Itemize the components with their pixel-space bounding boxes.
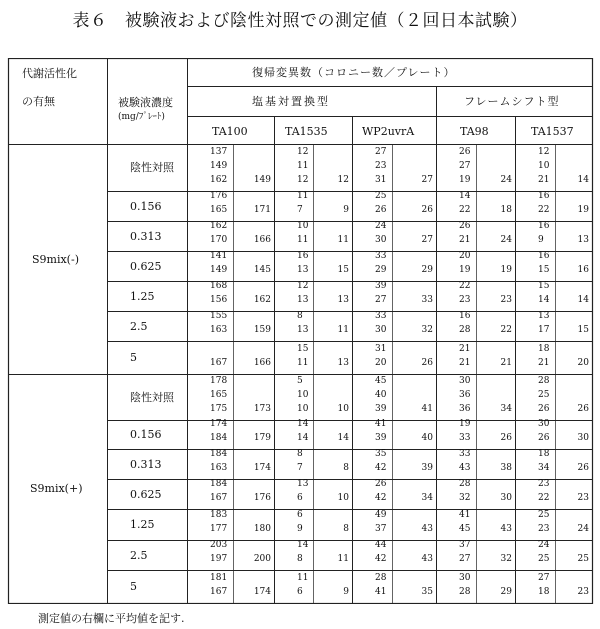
mean-value: 23 xyxy=(577,493,589,503)
plate-count: 10 xyxy=(297,404,309,414)
plate-count: 21 xyxy=(538,358,550,368)
plate-count: 174 xyxy=(210,419,228,429)
plate-count: 162 xyxy=(210,221,228,231)
plate-count: 22 xyxy=(459,281,471,291)
plate-count: 15 xyxy=(538,265,550,275)
plate-count: 30 xyxy=(538,419,550,429)
plate-count: 162 xyxy=(210,175,228,185)
dose-label: 0.313 xyxy=(130,458,162,471)
plate-count: 30 xyxy=(459,376,471,386)
plate-count: 42 xyxy=(375,493,387,503)
mean-value: 10 xyxy=(337,493,349,503)
dose-label: 5 xyxy=(130,351,137,364)
plate-count: 42 xyxy=(375,554,387,564)
mean-value: 35 xyxy=(421,587,433,597)
group-label-s9-plus: S9mix(+) xyxy=(30,482,83,495)
dose-label: 0.156 xyxy=(130,200,162,213)
mean-value: 166 xyxy=(253,235,271,245)
plate-count: 27 xyxy=(538,573,550,583)
plate-count: 165 xyxy=(210,205,228,215)
plate-count: 33 xyxy=(375,311,387,321)
activation-header-line2: の有無 xyxy=(22,95,55,108)
mean-value: 24 xyxy=(577,524,589,534)
plate-count: 49 xyxy=(375,510,387,520)
plate-count: 26 xyxy=(459,221,471,231)
plate-count: 13 xyxy=(297,479,309,489)
plate-count: 18 xyxy=(538,587,550,597)
mean-value: 43 xyxy=(421,554,433,564)
plate-count: 11 xyxy=(297,573,309,583)
mean-value: 26 xyxy=(577,404,589,414)
mean-value: 14 xyxy=(577,295,589,305)
mean-value: 19 xyxy=(577,205,589,215)
plate-count: 26 xyxy=(538,433,550,443)
plate-count: 10 xyxy=(297,390,309,400)
mean-value: 180 xyxy=(253,524,271,534)
plate-count: 167 xyxy=(210,358,228,368)
table-title: 表６ 被験液および陰性対照での測定値（２回日本試験） xyxy=(72,11,528,31)
plate-count: 167 xyxy=(210,493,228,503)
plate-count: 31 xyxy=(375,175,387,185)
plate-count: 184 xyxy=(210,449,228,459)
mean-value: 29 xyxy=(421,265,433,275)
plate-count: 21 xyxy=(459,344,471,354)
dose-label: 陰性対照 xyxy=(130,391,174,404)
mean-value: 12 xyxy=(337,175,349,185)
plate-count: 7 xyxy=(297,205,303,215)
mean-value: 8 xyxy=(343,524,349,534)
plate-count: 26 xyxy=(538,404,550,414)
mean-value: 43 xyxy=(421,524,433,534)
plate-count: 41 xyxy=(375,587,387,597)
plate-count: 165 xyxy=(210,390,228,400)
dose-label: 0.156 xyxy=(130,428,162,441)
strain-header-ta1535: TA1535 xyxy=(285,125,328,138)
plate-count: 37 xyxy=(375,524,387,534)
dose-label: 0.313 xyxy=(130,230,162,243)
plate-count: 168 xyxy=(210,281,228,291)
plate-count: 21 xyxy=(459,358,471,368)
plate-count: 39 xyxy=(375,404,387,414)
plate-count: 175 xyxy=(210,404,228,414)
base-pair-header: 塩基対置換型 xyxy=(252,95,330,108)
plate-count: 141 xyxy=(210,251,228,261)
mean-value: 32 xyxy=(500,554,512,564)
plate-count: 183 xyxy=(210,510,228,520)
plate-count: 45 xyxy=(375,376,387,386)
plate-count: 18 xyxy=(538,344,550,354)
mean-value: 38 xyxy=(500,463,512,473)
mean-value: 27 xyxy=(421,175,433,185)
mean-value: 27 xyxy=(421,235,433,245)
mean-value: 13 xyxy=(337,358,349,368)
plate-count: 14 xyxy=(459,191,471,201)
mean-value: 43 xyxy=(500,524,512,534)
plate-count: 15 xyxy=(297,344,309,354)
plate-count: 9 xyxy=(538,235,544,245)
plate-count: 7 xyxy=(297,463,303,473)
plate-count: 22 xyxy=(459,205,471,215)
mean-value: 13 xyxy=(337,295,349,305)
dose-label: 2.5 xyxy=(130,320,148,333)
plate-count: 155 xyxy=(210,311,228,321)
plate-count: 21 xyxy=(459,235,471,245)
plate-count: 163 xyxy=(210,325,228,335)
mean-value: 14 xyxy=(337,433,349,443)
plate-count: 156 xyxy=(210,295,228,305)
plate-count: 12 xyxy=(297,147,309,157)
mean-value: 23 xyxy=(500,295,512,305)
plate-count: 41 xyxy=(375,419,387,429)
plate-count: 14 xyxy=(538,295,550,305)
mean-value: 179 xyxy=(253,433,271,443)
plate-count: 14 xyxy=(297,433,309,443)
plate-count: 5 xyxy=(297,376,303,386)
mean-value: 149 xyxy=(253,175,271,185)
mean-value: 30 xyxy=(500,493,512,503)
mean-value: 11 xyxy=(337,325,349,335)
plate-count: 149 xyxy=(210,161,228,171)
plate-count: 11 xyxy=(297,191,309,201)
plate-count: 30 xyxy=(375,235,387,245)
plate-count: 17 xyxy=(538,325,550,335)
plate-count: 149 xyxy=(210,265,228,275)
plate-count: 13 xyxy=(297,325,309,335)
plate-count: 33 xyxy=(375,251,387,261)
mean-value: 162 xyxy=(253,295,271,305)
concentration-unit: (mg/ﾌﾟﾚｰﾄ) xyxy=(118,112,165,122)
plate-count: 10 xyxy=(538,161,550,171)
plate-count: 25 xyxy=(538,390,550,400)
mean-value: 8 xyxy=(343,463,349,473)
plate-count: 36 xyxy=(459,390,471,400)
mean-value: 145 xyxy=(253,265,271,275)
plate-count: 42 xyxy=(375,463,387,473)
group-label-s9-minus: S9mix(-) xyxy=(32,253,79,266)
plate-count: 167 xyxy=(210,587,228,597)
concentration-header: 被験液濃度 xyxy=(118,96,173,109)
strain-header-ta1537: TA1537 xyxy=(531,125,574,138)
plate-count: 41 xyxy=(459,510,471,520)
mean-value: 26 xyxy=(577,463,589,473)
plate-count: 16 xyxy=(538,251,550,261)
mean-value: 22 xyxy=(500,325,512,335)
plate-count: 25 xyxy=(538,554,550,564)
plate-count: 170 xyxy=(210,235,228,245)
plate-count: 25 xyxy=(538,510,550,520)
mean-value: 26 xyxy=(421,205,433,215)
plate-count: 20 xyxy=(375,358,387,368)
plate-count: 16 xyxy=(538,191,550,201)
mean-value: 33 xyxy=(421,295,433,305)
plate-count: 11 xyxy=(297,161,309,171)
plate-count: 43 xyxy=(459,463,471,473)
plate-count: 40 xyxy=(375,390,387,400)
mean-value: 20 xyxy=(577,358,589,368)
plate-count: 18 xyxy=(538,449,550,459)
plate-count: 28 xyxy=(375,573,387,583)
plate-count: 31 xyxy=(375,344,387,354)
mean-value: 174 xyxy=(253,587,271,597)
plate-count: 25 xyxy=(375,191,387,201)
plate-count: 177 xyxy=(210,524,228,534)
plate-count: 37 xyxy=(459,540,471,550)
plate-count: 34 xyxy=(538,463,550,473)
mean-value: 10 xyxy=(337,404,349,414)
mean-value: 159 xyxy=(253,325,271,335)
plate-count: 23 xyxy=(538,479,550,489)
plate-count: 184 xyxy=(210,433,228,443)
plate-count: 11 xyxy=(297,235,309,245)
mean-value: 40 xyxy=(421,433,433,443)
plate-count: 24 xyxy=(538,540,550,550)
plate-count: 33 xyxy=(459,433,471,443)
mean-value: 16 xyxy=(577,265,589,275)
plate-count: 32 xyxy=(459,493,471,503)
mean-value: 200 xyxy=(253,554,271,564)
plate-count: 203 xyxy=(210,540,228,550)
mean-value: 19 xyxy=(500,265,512,275)
plate-count: 19 xyxy=(459,265,471,275)
plate-count: 8 xyxy=(297,449,303,459)
dose-label: 5 xyxy=(130,580,137,593)
plate-count: 163 xyxy=(210,463,228,473)
mean-value: 41 xyxy=(421,404,433,414)
mean-value: 14 xyxy=(577,175,589,185)
mean-value: 30 xyxy=(577,433,589,443)
plate-count: 13 xyxy=(297,265,309,275)
dose-label: 1.25 xyxy=(130,518,155,531)
activation-header: 代謝活性化 xyxy=(22,67,77,80)
plate-count: 35 xyxy=(375,449,387,459)
mean-value: 174 xyxy=(253,463,271,473)
plate-count: 13 xyxy=(538,311,550,321)
plate-count: 22 xyxy=(538,493,550,503)
plate-count: 197 xyxy=(210,554,228,564)
mean-value: 21 xyxy=(500,358,512,368)
mean-value: 34 xyxy=(500,404,512,414)
mean-value: 173 xyxy=(253,404,271,414)
plate-count: 19 xyxy=(459,175,471,185)
plate-count: 28 xyxy=(459,325,471,335)
dose-label: 陰性対照 xyxy=(130,161,174,174)
mean-value: 15 xyxy=(577,325,589,335)
mean-value: 32 xyxy=(421,325,433,335)
dose-label: 0.625 xyxy=(130,488,162,501)
mean-value: 9 xyxy=(343,205,349,215)
frameshift-header: フレームシフト型 xyxy=(464,95,560,108)
plate-count: 28 xyxy=(459,479,471,489)
plate-count: 24 xyxy=(375,221,387,231)
plate-count: 23 xyxy=(538,524,550,534)
plate-count: 16 xyxy=(297,251,309,261)
plate-count: 11 xyxy=(297,358,309,368)
dose-label: 2.5 xyxy=(130,549,148,562)
plate-count: 12 xyxy=(297,281,309,291)
mean-value: 171 xyxy=(253,205,271,215)
plate-count: 12 xyxy=(297,175,309,185)
plate-count: 28 xyxy=(459,587,471,597)
dose-label: 0.625 xyxy=(130,260,162,273)
plate-count: 8 xyxy=(297,554,303,564)
plate-count: 26 xyxy=(375,479,387,489)
plate-count: 39 xyxy=(375,281,387,291)
plate-count: 28 xyxy=(538,376,550,386)
plate-count: 30 xyxy=(375,325,387,335)
mean-value: 24 xyxy=(500,235,512,245)
plate-count: 9 xyxy=(297,524,303,534)
plate-count: 184 xyxy=(210,479,228,489)
plate-count: 16 xyxy=(538,221,550,231)
mean-value: 26 xyxy=(421,358,433,368)
plate-count: 20 xyxy=(459,251,471,261)
mean-value: 23 xyxy=(577,587,589,597)
plate-count: 26 xyxy=(459,147,471,157)
mean-value: 24 xyxy=(500,175,512,185)
plate-count: 178 xyxy=(210,376,228,386)
plate-count: 33 xyxy=(459,449,471,459)
plate-count: 22 xyxy=(538,205,550,215)
mean-value: 11 xyxy=(337,554,349,564)
plate-count: 27 xyxy=(459,161,471,171)
dose-label: 1.25 xyxy=(130,290,155,303)
plate-count: 19 xyxy=(459,419,471,429)
mean-value: 15 xyxy=(337,265,349,275)
plate-count: 176 xyxy=(210,191,228,201)
mean-value: 34 xyxy=(421,493,433,503)
mean-value: 29 xyxy=(500,587,512,597)
plate-count: 14 xyxy=(297,540,309,550)
plate-count: 29 xyxy=(375,265,387,275)
plate-count: 12 xyxy=(538,147,550,157)
plate-count: 6 xyxy=(297,493,303,503)
mean-value: 39 xyxy=(421,463,433,473)
revertants-header: 復帰変異数（コロニー数／プレート） xyxy=(252,66,456,79)
plate-count: 45 xyxy=(459,524,471,534)
mean-value: 13 xyxy=(577,235,589,245)
strain-header-ta98: TA98 xyxy=(460,125,489,138)
plate-count: 13 xyxy=(297,295,309,305)
plate-count: 27 xyxy=(375,295,387,305)
footnote: 測定値の右欄に平均値を記す. xyxy=(38,612,185,625)
plate-count: 15 xyxy=(538,281,550,291)
plate-count: 8 xyxy=(297,311,303,321)
plate-count: 36 xyxy=(459,404,471,414)
plate-count: 16 xyxy=(459,311,471,321)
plate-count: 23 xyxy=(375,161,387,171)
mean-value: 166 xyxy=(253,358,271,368)
mean-value: 25 xyxy=(577,554,589,564)
mean-value: 11 xyxy=(337,235,349,245)
plate-count: 21 xyxy=(538,175,550,185)
plate-count: 6 xyxy=(297,587,303,597)
mean-value: 26 xyxy=(500,433,512,443)
plate-count: 44 xyxy=(375,540,387,550)
plate-count: 181 xyxy=(210,573,228,583)
mean-value: 9 xyxy=(343,587,349,597)
plate-count: 27 xyxy=(459,554,471,564)
mean-value: 18 xyxy=(500,205,512,215)
plate-count: 26 xyxy=(375,205,387,215)
plate-count: 137 xyxy=(210,147,228,157)
plate-count: 39 xyxy=(375,433,387,443)
plate-count: 10 xyxy=(297,221,309,231)
plate-count: 14 xyxy=(297,419,309,429)
strain-header-ta100: TA100 xyxy=(212,125,248,138)
strain-header-wp2uvra: WP2uvrA xyxy=(362,125,415,138)
plate-count: 23 xyxy=(459,295,471,305)
plate-count: 6 xyxy=(297,510,303,520)
plate-count: 27 xyxy=(375,147,387,157)
plate-count: 30 xyxy=(459,573,471,583)
mean-value: 176 xyxy=(253,493,271,503)
